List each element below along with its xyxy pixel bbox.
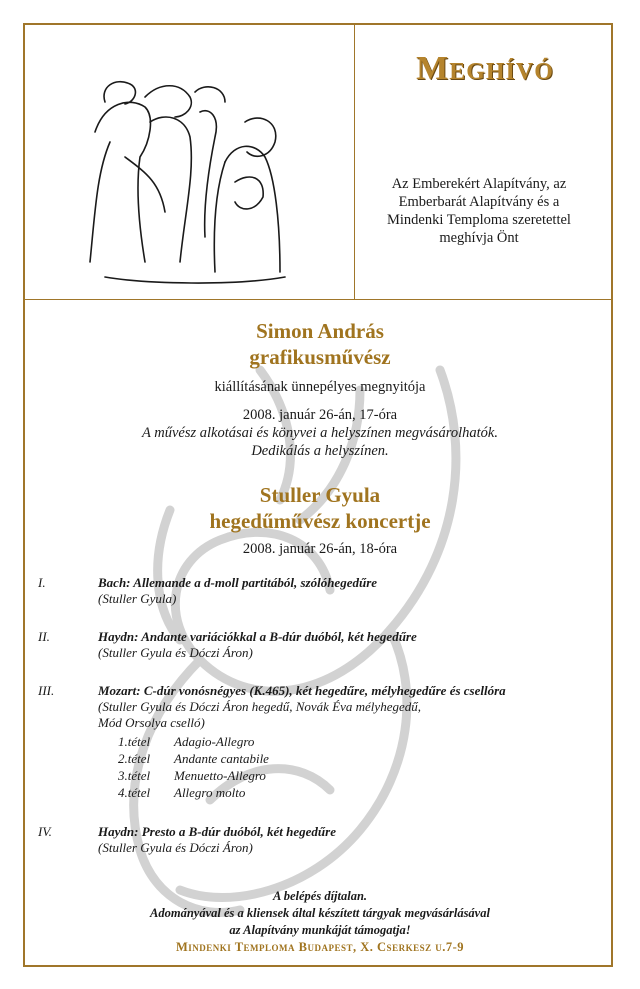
footer-free-entry: A belépés díjtalan. <box>272 889 368 903</box>
program-title: Haydn: Andante variációkkal a B-dúr duóból, két hegedűre <box>98 629 417 644</box>
program-performers-cont: Mód Orsolya cselló) <box>98 715 205 730</box>
movement-row <box>118 734 254 750</box>
movement-row <box>118 751 269 767</box>
program-number: II. <box>38 629 50 644</box>
exhibition-note-sales: A művész alkotásai és könyvei a helyszínen megvásárolhatók. <box>142 425 498 441</box>
program-performers: (Stuller Gyula és Dóczi Áron) <box>98 840 253 855</box>
invitation-intro: Az Emberekért Alapítvány, az Emberbarát Alapítvány és a Mindenki Temploma szeretettel meghívja Önt <box>387 176 571 246</box>
artist-name: Simon András <box>256 319 384 343</box>
movement-row <box>118 785 245 801</box>
program-performers: (Stuller Gyula) <box>98 591 177 606</box>
exhibition-datetime: 2008. január 26-án, 17-óra <box>242 407 398 423</box>
movement-title: Allegro molto <box>174 785 246 800</box>
movement-number: 3.tétel <box>118 768 151 783</box>
concert-event: hegedűművész koncertje <box>209 509 431 533</box>
artist-role: grafikusművész <box>249 345 391 369</box>
movement-title: Adagio-Allegro <box>174 734 255 749</box>
movement-number: 4.tétel <box>118 785 151 800</box>
figures-drawing-icon <box>85 62 295 292</box>
exhibition-event: kiállításának ünnepélyes megnyitója <box>214 379 426 395</box>
movement-number: 1.tétel <box>118 734 151 749</box>
program-title: Mozart: C-dúr vonósnégyes (K.465), két hegedűre, mélyhegedűre és csellóra <box>98 683 506 698</box>
movement-title: Andante cantabile <box>174 751 269 766</box>
program-number: I. <box>38 575 46 590</box>
program-number: IV. <box>38 824 52 839</box>
footer-donation: Adományával és a kliensek által készített tárgyak megvásárlásával <box>150 906 490 920</box>
footer-support: az Alapítvány munkáját támogatja! <box>229 923 411 937</box>
movement-title: Menuetto-Allegro <box>174 768 266 783</box>
venue-address: Mindenki Temploma Budapest, X. Cserkesz u.7-9 <box>176 940 464 954</box>
program-number: III. <box>38 683 55 698</box>
movement-row <box>118 768 266 784</box>
concert-datetime: 2008. január 26-án, 18-óra <box>242 541 398 557</box>
page-title: Meghívó <box>416 50 554 87</box>
movement-number: 2.tétel <box>118 751 151 766</box>
header-divider-vertical <box>354 25 355 299</box>
musician-name: Stuller Gyula <box>259 483 381 507</box>
program-title: Bach: Allemande a d-moll partitából, szólóhegedűre <box>98 575 378 590</box>
program-title: Haydn: Presto a B-dúr duóból, két hegedűre <box>98 824 336 839</box>
program-performers: (Stuller Gyula és Dóczi Áron) <box>98 645 253 660</box>
header-divider-horizontal <box>25 299 611 300</box>
program-performers: (Stuller Gyula és Dóczi Áron hegedű, Novák Éva mélyhegedű, <box>98 699 421 714</box>
exhibition-note-signing: Dedikálás a helyszínen. <box>251 443 389 459</box>
